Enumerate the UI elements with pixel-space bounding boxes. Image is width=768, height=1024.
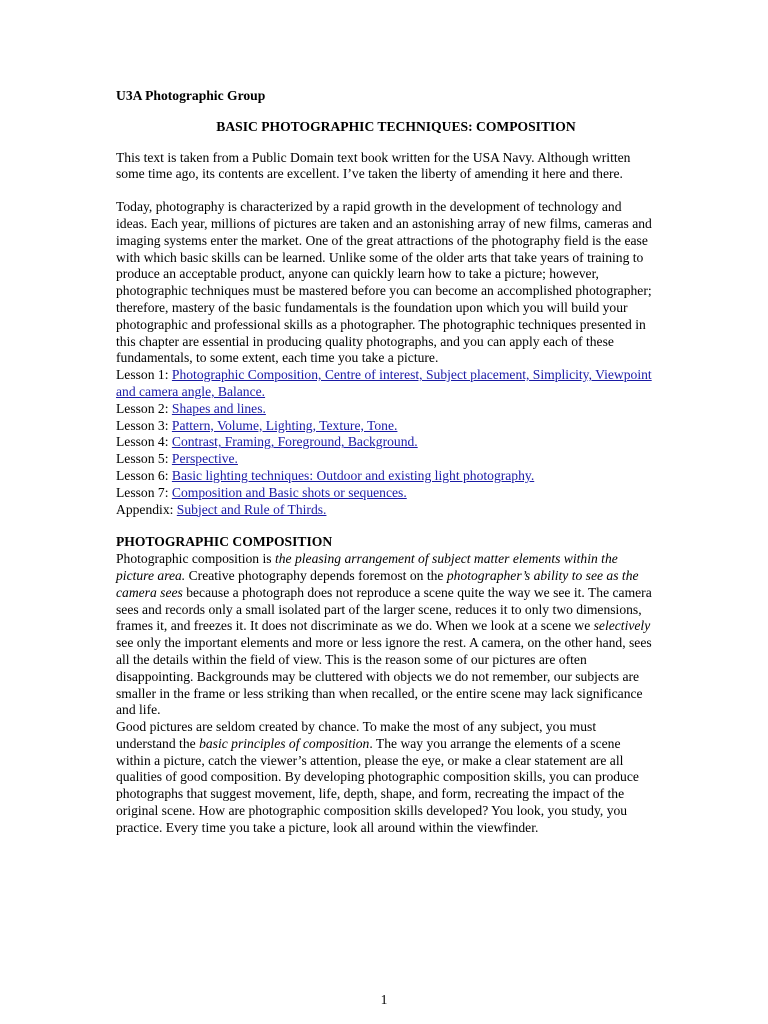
lesson-label: Lesson 1: xyxy=(116,367,169,383)
lesson-link-5[interactable]: Perspective. xyxy=(171,451,238,467)
lesson-link-6[interactable]: Basic lighting techniques: Outdoor and existing light photography. xyxy=(171,467,535,483)
lesson-link-7[interactable]: Composition and Basic shots or sequences. xyxy=(171,484,407,500)
italic-run: basic principles of composition xyxy=(199,735,370,751)
lesson-item-1 xyxy=(116,367,656,401)
group-name: U3A Photographic Group xyxy=(116,88,266,103)
lesson-label: Lesson 2: xyxy=(116,400,169,416)
text-run: Good pictures are seldom created by chance. To make the most of any subject, you must understand the xyxy=(116,719,597,751)
text-run: . The way you arrange the elements of a scene within a picture, catch the viewer’s attention, please the eye, or make a clear statement are all qualities of good composition. By developing photographic composition skills, you can produce photographs that suggest movement, life, depth, shape, and form, recreating the impact of the original scene. How are photographic composition skills developed? You look, you study, you practice. Every time you take a picture, look all around within the viewfinder. xyxy=(116,735,639,835)
lesson-item-6 xyxy=(116,468,656,485)
italic-run: the pleasing arrangement of subject matter elements within the picture area. xyxy=(116,551,618,583)
lesson-link-2[interactable]: Shapes and lines. xyxy=(171,400,266,416)
text-run: Creative photography depends foremost on the xyxy=(185,567,447,583)
text-run: Photographic composition is xyxy=(116,551,275,567)
text-run: because a photograph does not reproduce a scene quite the way we see it. The camera sees and records only a small isolated part of the larger scene, reduces it to only two dimensions, frames it, and freezes it. It does not discriminate as we do. When we look at a scene we xyxy=(116,584,652,634)
lesson-label: Lesson 6: xyxy=(116,467,169,483)
lesson-item-4 xyxy=(116,434,656,451)
intro-paragraph: This text is taken from a Public Domain text book written for the USA Navy. Although written some time ago, its contents are excellent. I’ve taken the liberty of amending it here and there. xyxy=(116,149,631,182)
text-run: see only the important elements and more or less ignore the rest. A camera, on the other hand, sees all the details within the field of view. This is the reason some of our pictures are often disappointing. Backgrounds may be cluttered with objects we do not remember, our subjects are smaller in the frame or less striking than when recalled, or the entire scene may lack significance and life. xyxy=(116,635,652,718)
appendix-link[interactable]: Subject and Rule of Thirds. xyxy=(176,501,327,517)
composition-paragraph-1 xyxy=(116,551,656,719)
document-page xyxy=(116,88,656,837)
lesson-item-3 xyxy=(116,418,656,435)
lesson-list xyxy=(116,367,656,518)
lesson-label: Lesson 7: xyxy=(116,484,169,500)
lesson-item-2 xyxy=(116,401,656,418)
lesson-label: Lesson 5: xyxy=(116,451,169,467)
lesson-item-7 xyxy=(116,485,656,502)
composition-paragraph-2 xyxy=(116,719,656,837)
lesson-link-4[interactable]: Contrast, Framing, Foreground, Background. xyxy=(171,434,418,450)
appendix-item xyxy=(116,502,656,519)
lesson-link-3[interactable]: Pattern, Volume, Lighting, Texture, Tone. xyxy=(171,417,398,433)
lesson-label: Appendix: xyxy=(116,501,174,517)
italic-run: photographer’s ability to see as the camera sees xyxy=(116,567,639,600)
italic-run: selectively xyxy=(593,618,651,634)
lesson-label: Lesson 3: xyxy=(116,417,169,433)
lesson-link-1[interactable]: Photographic Composition, Centre of interest, Subject placement, Simplicity, Viewpoint and camera angle, Balance. xyxy=(116,367,652,399)
lesson-label: Lesson 4: xyxy=(116,434,169,450)
document-title: BASIC PHOTOGRAPHIC TECHNIQUES: COMPOSITION xyxy=(216,118,576,134)
section-heading: PHOTOGRAPHIC COMPOSITION xyxy=(116,534,333,550)
page-number: 1 xyxy=(380,992,388,1007)
overview-paragraph: Today, photography is characterized by a rapid growth in the development of technology and ideas. Each year, millions of pictures are taken and an astonishing array of new films, cameras and imaging systems enter the market. One of the great attractions of the photography field is the ease with which basic skills can be learned. Unlike some of the older arts that take years of training to produce an acceptable product, anyone can quickly learn how to take a picture; however, photographic techniques must be mastered before you can become an accomplished photographer; therefore, mastery of the basic fundamentals is the foundation upon which you will build your photographic and professional skills as a photographer. The photographic techniques presented in this chapter are essential in producing quality photographs, and you can apply each of these fundamentals, to some extent, each time you take a picture. xyxy=(116,199,652,366)
lesson-item-5 xyxy=(116,451,656,468)
